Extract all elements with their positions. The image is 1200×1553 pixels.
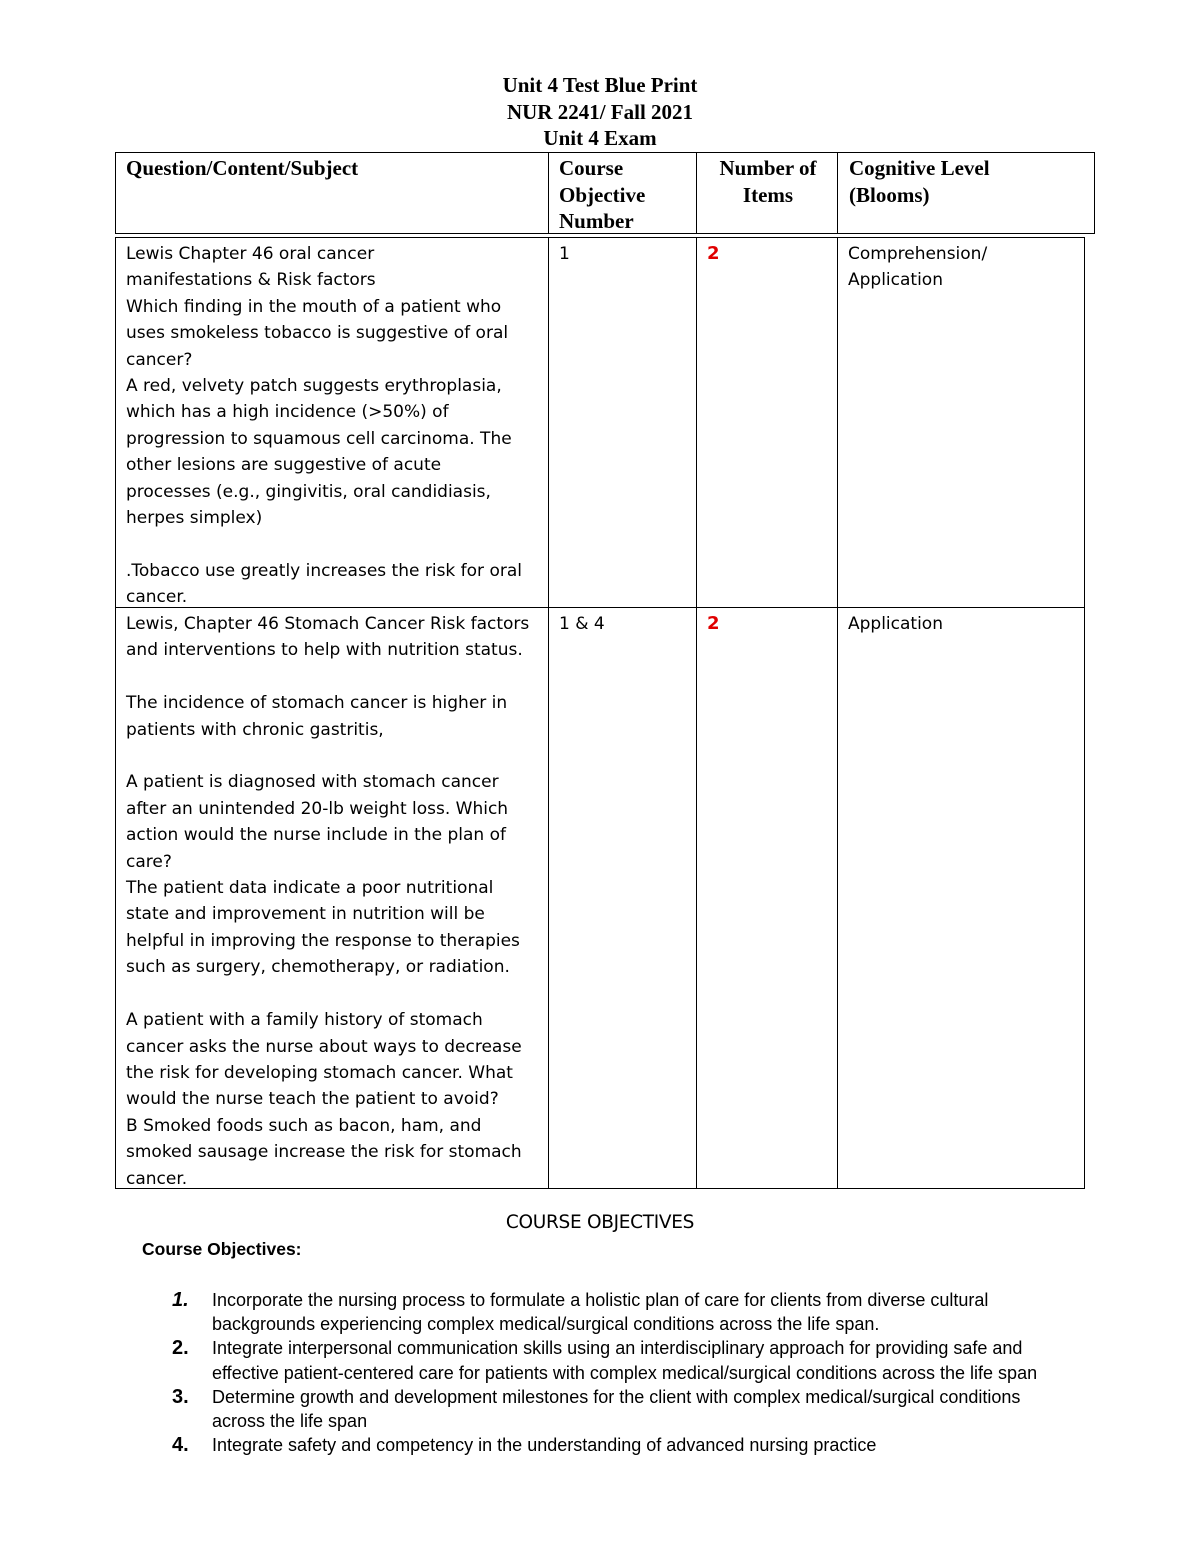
objective-number: 2. (172, 1337, 189, 1360)
row-1-content: Lewis Chapter 46 oral cancer manifestations & Risk factors Which finding in the mouth of a patient who uses smokeless tobacco is suggestive of oral cancer? A red, velvety patch suggests erythroplasia, which has a high incidence (>50%) of progression to squamous cell carcinoma. The other lesions are suggestive of acute processes (e.g., gingivitis, oral candidiasis, herpes simplex) .Tobacco use greatly increases the risk for oral cancer. (126, 244, 522, 608)
objectives-list (172, 1288, 1072, 1457)
objective-item (172, 1336, 1072, 1384)
header-question: Question/Content/Subject (126, 156, 359, 180)
objective-number: 3. (172, 1385, 189, 1408)
header-items: Number of Items (719, 156, 817, 207)
row-2-level: Application (848, 614, 943, 634)
blueprint-table (115, 237, 1085, 1189)
objective-number: 4. (172, 1434, 189, 1457)
title-line-1: Unit 4 Test Blue Print (502, 73, 698, 97)
row-2-content: Lewis, Chapter 46 Stomach Cancer Risk factors and interventions to help with nutrition status. The incidence of stomach cancer is higher in patients with chronic gastritis, A patient is diagnosed with stomach cancer after an unintended 20-lb weight loss. Which action would the nurse include in the plan of care? The patient data indicate a poor nutritional state and improvement in nutrition will be helpful in improving the response to therapies such as surgery, chemotherapy, or radiation. A patient with a family history of stomach cancer asks the nurse about ways to decrease the risk for developing stomach cancer. What would the nurse teach the patient to avoid? B Smoked foods such as bacon, ham, and smoked sausage increase the risk for stomach cancer. (126, 614, 530, 1189)
header-objective: Course Objective Number (559, 156, 646, 233)
objective-text: Determine growth and development milestones for the client with complex medical/surgical conditions across the life span (212, 1386, 1021, 1432)
objective-item (172, 1433, 1072, 1457)
objective-text: Incorporate the nursing process to formulate a holistic plan of care for clients from diverse cultural backgrounds experiencing complex medical/surgical conditions across the life span. (212, 1290, 989, 1335)
course-objectives-subheading: Course Objectives: (142, 1239, 302, 1259)
title-line-2: NUR 2241/ Fall 2021 (506, 99, 694, 124)
objective-text: Integrate interpersonal communication skills using an interdisciplinary approach for providing safe and effective patient-centered care for patients with complex medical/surgical conditions across the life span (212, 1338, 1038, 1383)
objective-number: 1. (172, 1289, 189, 1311)
row-1-objective: 1 (559, 244, 570, 264)
row-1-level: Comprehension/ Application (848, 244, 988, 291)
row-2-items: 2 (707, 613, 720, 634)
title-line-3: Unit 4 Exam (543, 126, 657, 150)
document-title (0, 72, 1200, 152)
objective-item (172, 1288, 1072, 1336)
objective-item (172, 1385, 1072, 1433)
row-2-objective: 1 & 4 (559, 614, 605, 634)
header-level: Cognitive Level (Blooms) (849, 156, 990, 207)
table-header-row (115, 152, 1095, 234)
objective-text: Integrate safety and competency in the understanding of advanced nursing practice (212, 1435, 877, 1456)
course-objectives-heading: COURSE OBJECTIVES (505, 1212, 695, 1233)
row-1-items: 2 (707, 243, 720, 264)
